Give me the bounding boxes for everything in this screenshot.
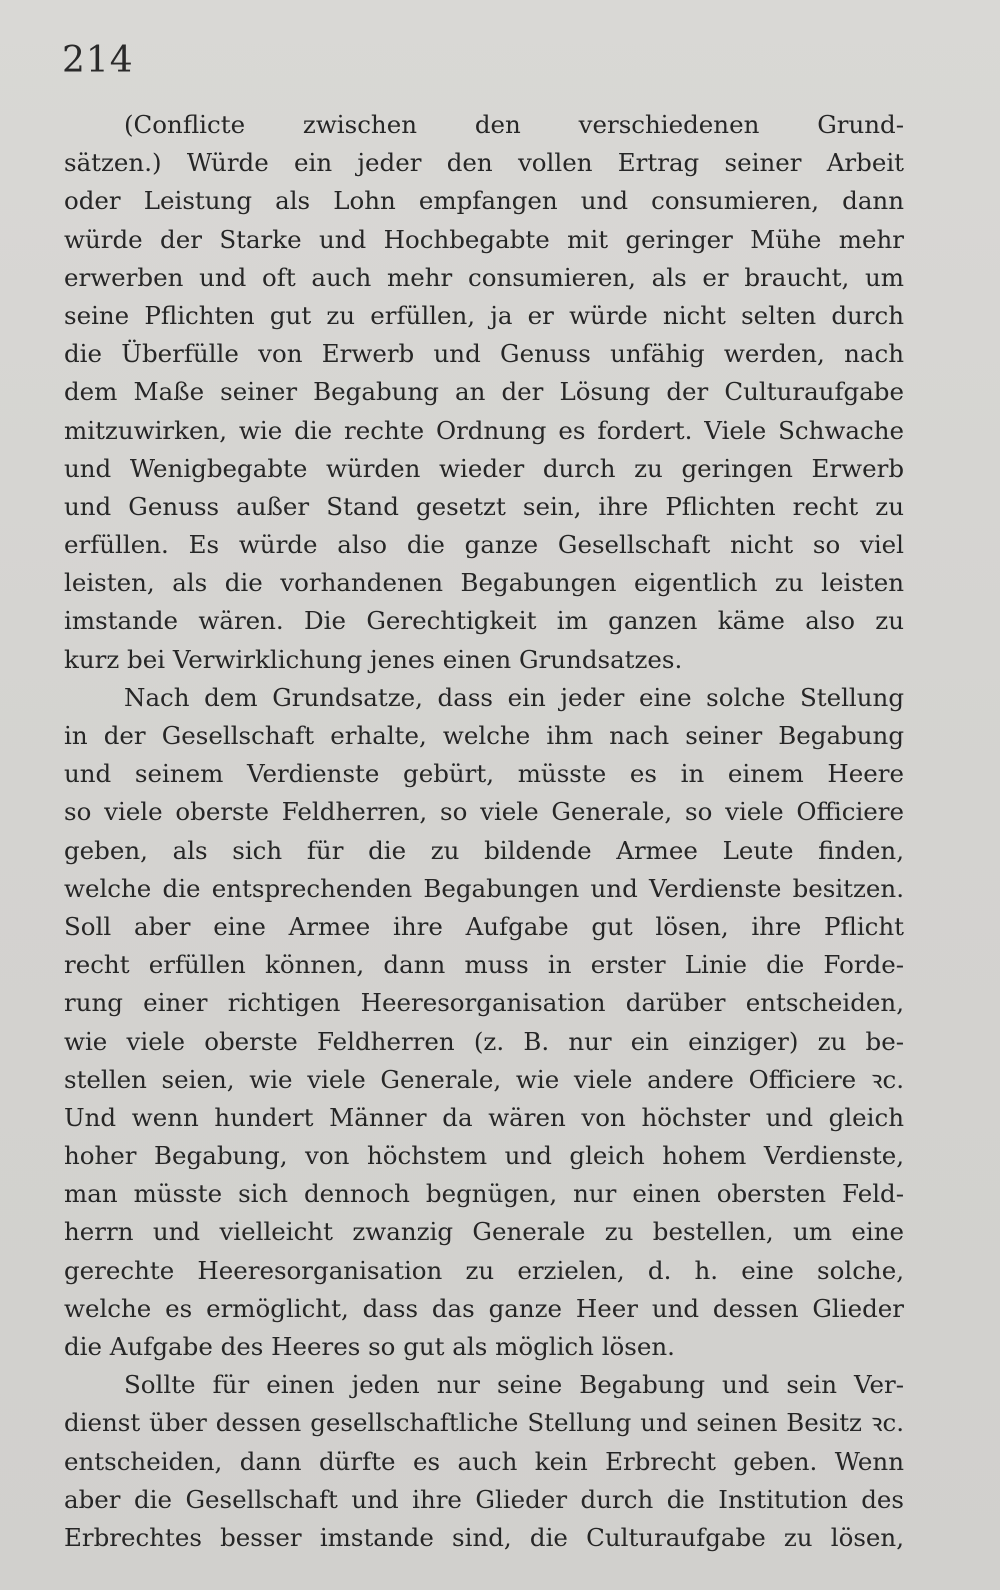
text-line: erfüllen. Es würde also die ganze Gesellschaft nicht so viel xyxy=(64,530,904,560)
text-line: mitzuwirken, wie die rechte Ordnung es fordert. Viele Schwache xyxy=(64,415,904,445)
text-line: dienst über dessen gesellschaftliche Stellung und seinen Besitz ꝛc. xyxy=(64,1408,904,1438)
text-line: so viele oberste Feldherren, so viele Generale, so viele Officiere xyxy=(64,797,904,827)
text-line: leisten, als die vorhandenen Begabungen eigentlich zu leisten xyxy=(64,568,904,598)
text-line: die Überfülle von Erwerb und Genuss unfähig werden, nach xyxy=(64,339,904,369)
text-line: entscheiden, dann dürfte es auch kein Erbrecht geben. Wenn xyxy=(64,1446,904,1476)
text-line: Sollte für einen jeden nur seine Begabung und sein Ver- xyxy=(124,1370,904,1400)
text-line: gerechte Heeresorganisation zu erzielen, d. h. eine solche, xyxy=(64,1255,904,1285)
text-line: Erbrechtes besser imstande sind, die Culturaufgabe zu lösen, xyxy=(64,1522,904,1552)
text-line: erwerben und oft auch mehr consumieren, als er braucht, um xyxy=(64,262,904,292)
text-line: sätzen.) Würde ein jeder den vollen Ertrag seiner Arbeit xyxy=(64,148,904,178)
text-line: aber die Gesellschaft und ihre Glieder durch die Institution des xyxy=(64,1484,904,1514)
text-line: würde der Starke und Hochbegabte mit geringer Mühe mehr xyxy=(64,224,904,254)
text-line: man müsste sich dennoch begnügen, nur einen obersten Feld- xyxy=(64,1179,904,1209)
text-line: stellen seien, wie viele Generale, wie viele andere Officiere ꝛc. xyxy=(64,1064,904,1094)
text-line: und seinem Verdienste gebürt, müsste es in einem Heere xyxy=(64,759,904,789)
text-line: oder Leistung als Lohn empfangen und consumieren, dann xyxy=(64,186,904,216)
text-line: dem Maße seiner Begabung an der Lösung der Culturaufgabe xyxy=(64,377,904,407)
text-line: imstande wären. Die Gerechtigkeit im ganzen käme also zu xyxy=(64,606,904,636)
text-line: Soll aber eine Armee ihre Aufgabe gut lösen, ihre Pflicht xyxy=(64,911,904,941)
body-text xyxy=(64,106,904,1557)
text-line: und Wenigbegabte würden wieder durch zu geringen Erwerb xyxy=(64,453,904,483)
text-line: in der Gesellschaft erhalte, welche ihm nach seiner Begabung xyxy=(64,721,904,750)
text-line: seine Pflichten gut zu erfüllen, ja er würde nicht selten durch xyxy=(64,300,904,330)
text-line: und Genuss außer Stand gesetzt sein, ihre Pflichten recht zu xyxy=(64,491,904,521)
text-line: hoher Begabung, von höchstem und gleich hohem Verdienste, xyxy=(64,1141,904,1171)
text-line: rung einer richtigen Heeresorganisation darüber entscheiden, xyxy=(64,988,904,1018)
page-number: 214 xyxy=(62,40,134,81)
text-line: Nach dem Grundsatze, dass ein jeder eine solche Stellung xyxy=(124,682,904,712)
text-line: (Conflicte zwischen den verschiedenen Grund- xyxy=(124,110,904,139)
text-line: welche die entsprechenden Begabungen und Verdienste besitzen. xyxy=(64,873,904,903)
text-line: welche es ermöglicht, dass das ganze Heer und dessen Glieder xyxy=(64,1293,904,1323)
text-line: wie viele oberste Feldherren (z. B. nur ein einziger) zu be- xyxy=(64,1026,904,1056)
text-line: die Aufgabe des Heeres so gut als möglich lösen. xyxy=(64,1332,675,1361)
text-line: kurz bei Verwirklichung jenes einen Grundsatzes. xyxy=(64,644,683,674)
text-line: Und wenn hundert Männer da wären von höchster und gleich xyxy=(64,1102,904,1132)
text-line: recht erfüllen können, dann muss in erster Linie die Forde- xyxy=(64,950,904,980)
text-line: geben, als sich für die zu bildende Armee Leute finden, xyxy=(64,835,904,865)
text-line: herrn und vielleicht zwanzig Generale zu bestellen, um eine xyxy=(64,1217,904,1247)
